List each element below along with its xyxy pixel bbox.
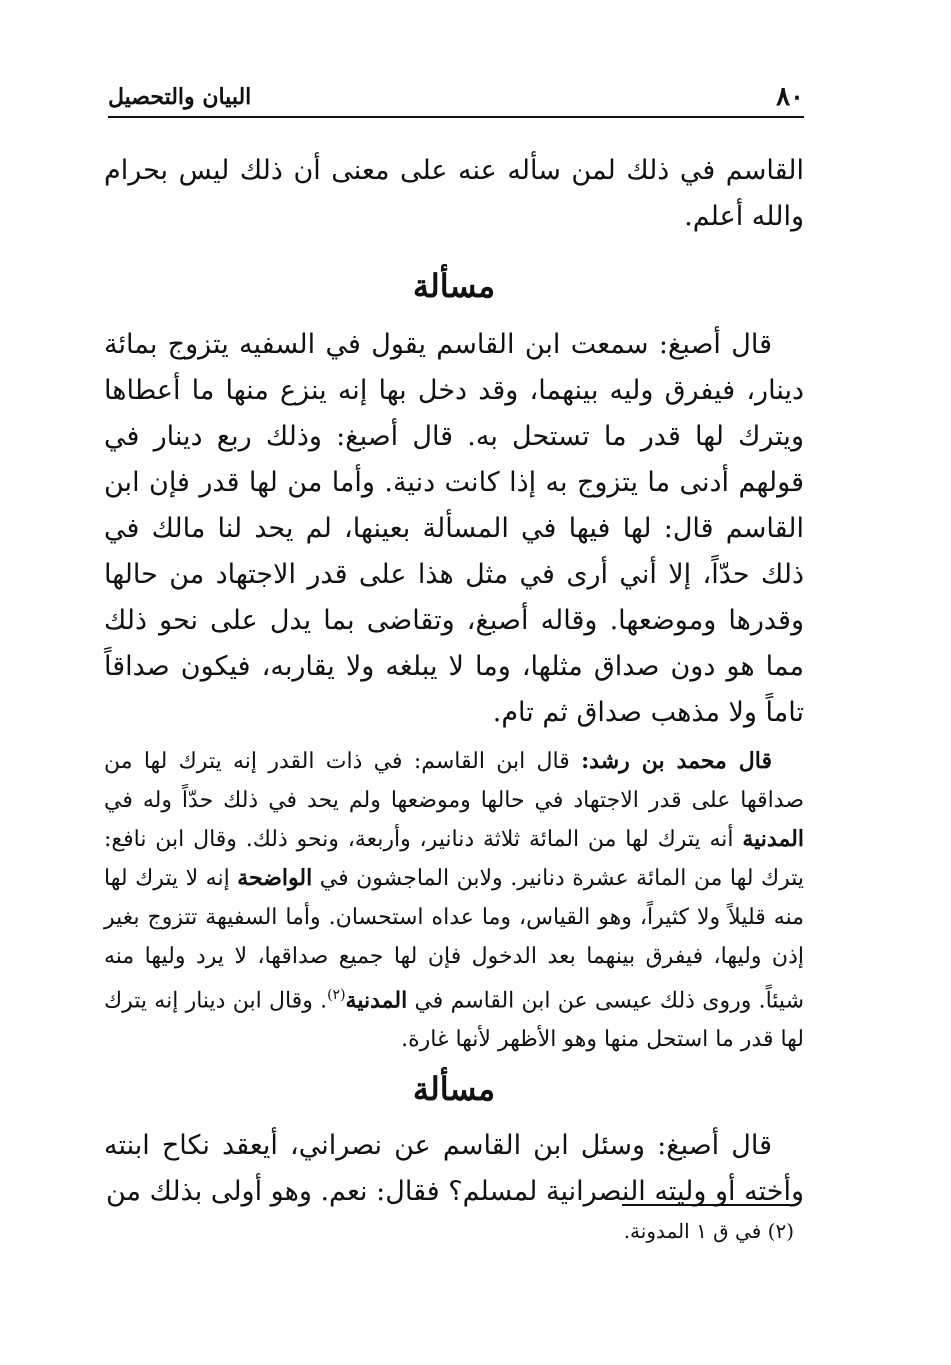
commentary-paragraph: [104, 742, 804, 1059]
section-1-paragraph: قال أصبغ: سمعت ابن القاسم يقول في السفيه يتزوج بمائة دينار، فيفرق وليه بينهما، وقد دخل بها إنه ينزع منها ما أعطاها ويترك لها قدر ما تستحل به. قال أصبغ: وذلك ربع دينار في قولهم أدنى ما يتزوج به إذا كانت دنية. وأما من لها قدر فإن ابن القاسم قال: لها فيها في المسألة بعينها، لم يحد لنا مالك في ذلك حدّاً، إلا أني أرى في مثل هذا على قدر الاجتهاد من حالها وقدرها وموضعها. وقاله أصبغ، وتقاضى بما يدل على نحو ذلك مما هو دون صداق مثلها، وما لا يبلغه ولا يقاربه، فيكون صداقاً تاماً ولا مذهب صداق ثم تام.: [104, 329, 804, 728]
carryover-paragraph: القاسم في ذلك لمن سأله عنه على معنى أن ذلك ليس بحرام والله أعلم.: [104, 155, 804, 232]
page-body: [104, 148, 804, 1215]
page-header: [108, 82, 804, 118]
section-heading-2: مسألة: [412, 1070, 496, 1109]
term-madina-2: المدنية: [345, 987, 408, 1014]
section-2-paragraph: قال أصبغ: وسئل ابن القاسم عن نصراني، أيعقد نكاح ابنته وأخته أو وليته النصرانية لمسلم؟ فقال: نعم. وهو أولى بذلك من: [104, 1130, 804, 1208]
commentary-text-d: . وقال ابن دينار إنه يترك لها قدر ما استحل منها وهو الأظهر لأنها غارة.: [104, 988, 804, 1053]
page-number: ٨٠: [776, 82, 804, 112]
term-madina: المدنية: [742, 826, 804, 852]
term-wadiha: الواضحة: [237, 865, 313, 891]
section-heading-1: مسألة: [412, 267, 496, 305]
running-title: البيان والتحصيل: [108, 84, 252, 110]
commentary-speaker: قال محمد بن رشد:: [581, 748, 773, 774]
footnote-reference: (٢): [327, 987, 346, 1003]
footnote-divider: [622, 1204, 794, 1206]
commentary-text-b: أنه يترك لها من المائة ثلاثة دنانير، وأربعة، ونحو ذلك. وقال ابن نافع: يترك لها من المائة عشرة دنانير. ولابن الماجشون في: [104, 827, 805, 891]
footnote: (٢) في ق ١ المدونة.: [623, 1219, 794, 1243]
commentary-text-a: قال ابن القاسم: في ذات القدر إنه يترك لها من صداقها على قدر الاجتهاد في حالها وموضعها ولم يحد في ذلك حدّاً وله في: [104, 749, 804, 813]
commentary-text-c: إنه لا يترك لها منه قليلاً ولا كثيراً، وهو القياس، وما عداه استحسان. وأما السفيهة تتزوج بغير إذن وليها، فيفرق بينهما بعد الدخول فإن لها جميع صداقها، لا يرد وليها منه شيئاً. وروى ذلك عيسى عن ابن القاسم في: [104, 866, 804, 1014]
